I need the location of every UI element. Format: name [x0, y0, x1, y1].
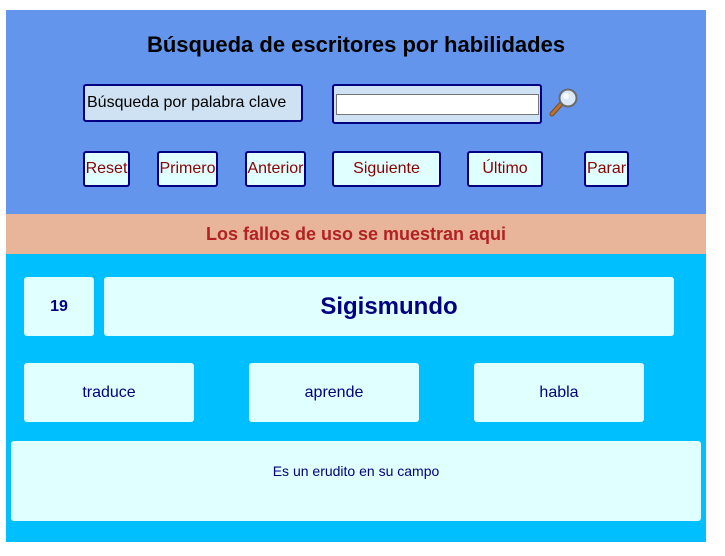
search-box — [332, 84, 542, 124]
skill-card: aprende — [249, 363, 419, 422]
last-button[interactable]: Último — [467, 151, 543, 187]
skill-card: traduce — [24, 363, 194, 422]
record-number: 19 — [24, 277, 94, 336]
writer-description: Es un erudito en su campo — [11, 441, 701, 521]
record-panel — [6, 254, 706, 542]
first-button[interactable]: Primero — [157, 151, 218, 187]
writer-name: Sigismundo — [104, 277, 674, 336]
app-window — [6, 10, 706, 542]
next-button[interactable]: Siguiente — [332, 151, 441, 187]
keyword-search-label: Búsqueda por palabra clave — [83, 84, 303, 122]
previous-button[interactable]: Anterior — [245, 151, 306, 187]
page-title: Búsqueda de escritores por habilidades — [146, 32, 566, 57]
reset-button[interactable]: Reset — [83, 151, 130, 187]
search-icon[interactable] — [548, 88, 580, 118]
stop-button[interactable]: Parar — [584, 151, 629, 187]
search-icon-glare — [563, 93, 569, 99]
error-message-bar: Los fallos de uso se muestran aqui — [6, 214, 706, 254]
skill-card: habla — [474, 363, 644, 422]
search-panel — [6, 10, 706, 214]
search-input[interactable] — [336, 94, 539, 115]
